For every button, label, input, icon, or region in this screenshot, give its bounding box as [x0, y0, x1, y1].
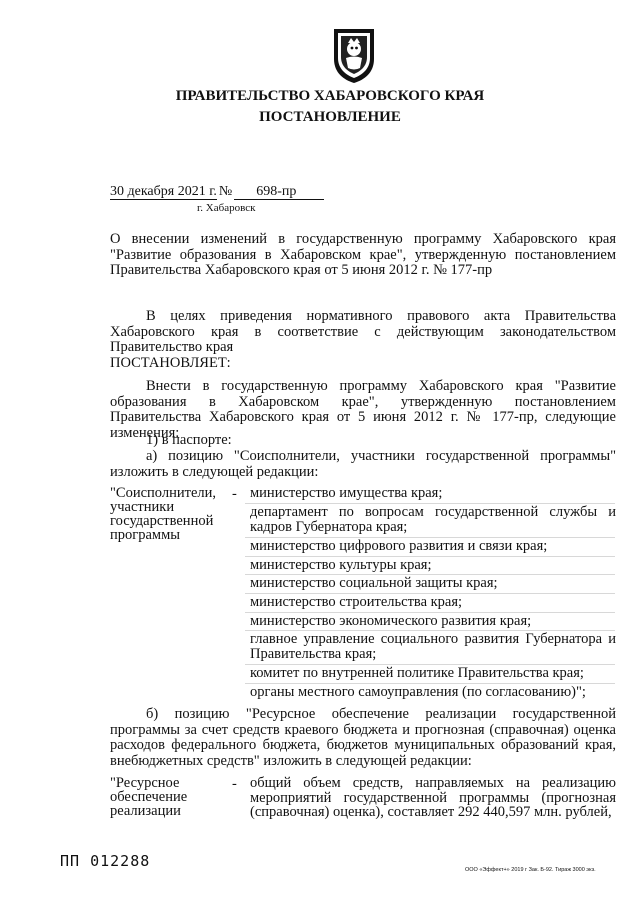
table2-left-cell: "Ресурсное обеспечение реализации	[110, 775, 188, 819]
number-sign: №	[218, 184, 233, 199]
paragraph-passport: 1) в паспорте:	[146, 432, 232, 448]
paragraph-position-b: б) позицию "Ресурсное обеспечение реализации государственной программы за счет средств краевого бюджета и прогнозная (справочная) оценка расходов федерального бюджета, бюджетов муниципальных образований края, внебюджетных средств" изложить в следующей редакции:	[110, 706, 616, 769]
document-type-title: ПОСТАНОВЛЕНИЕ	[259, 109, 401, 125]
table1-left-cell: "Соисполнители, участники государственной программы	[110, 485, 217, 543]
document-city: г. Хабаровск	[197, 202, 256, 214]
printer-imprint: ООО «Эффект+» 2019 г Зак. Б-92. Тираж 3000 экз.	[465, 867, 596, 873]
table1-item: министерство имущества края;	[250, 485, 443, 501]
coat-of-arms-emblem	[331, 25, 377, 85]
document-subject: О внесении изменений в государственную программу Хабаровского края "Развитие образования в Хабаровском крае", утвержденную постановлением Правительства Хабаровского края от 5 июня 2012 г. № 177-пр	[110, 231, 616, 278]
table1-dash: -	[232, 486, 237, 502]
table1-item: министерство цифрового развития и связи края;	[250, 538, 548, 554]
paragraph-amendments: Внести в государственную программу Хабаровского края "Развитие образования в Хабаровском крае", утвержденную постановлением Правительства Хабаровского края от 5 июня 2012 г. № 177-пр, следующие изменения:	[110, 378, 616, 441]
document-date-line	[110, 184, 324, 200]
intro-paragraph: В целях приведения нормативного правового акта Правительства Хабаровского края в соответствие с действующим законодательством Правительство края	[110, 308, 616, 355]
paragraph-position-a: а) позицию "Соисполнители, участники государственной программы" изложить в следующей редакции:	[110, 448, 616, 480]
table1-item: министерство культуры края;	[250, 557, 432, 573]
table1-item: органы местного самоуправления (по согласованию)";	[250, 684, 586, 700]
document-number: 698-пр	[234, 185, 324, 200]
table1-item: министерство социальной защиты края;	[250, 575, 498, 591]
document-serial-stamp: ПП 012288	[60, 852, 151, 870]
table1-item: министерство строительства края;	[250, 594, 463, 610]
document-date: 30 декабря 2021 г.	[110, 184, 217, 199]
table2-dash: -	[232, 776, 237, 792]
table1-item: главное управление социального развития Губернатора и Правительства края;	[250, 631, 616, 662]
table1-item: министерство экономического развития края;	[250, 613, 532, 629]
government-title: ПРАВИТЕЛЬСТВО ХАБАРОВСКОГО КРАЯ	[175, 88, 485, 104]
table2-item: общий объем средств, направляемых на реализацию мероприятий государственной программы (прогнозная (справочная) оценка), составляет 292 440,597 млн. рублей,	[250, 775, 616, 820]
table1-item: департамент по вопросам государственной службы и кадров Губернатора края;	[250, 504, 616, 535]
decree-word: ПОСТАНОВЛЯЕТ:	[110, 355, 231, 371]
table1-item: комитет по внутренней политике Правительства края;	[250, 665, 584, 681]
